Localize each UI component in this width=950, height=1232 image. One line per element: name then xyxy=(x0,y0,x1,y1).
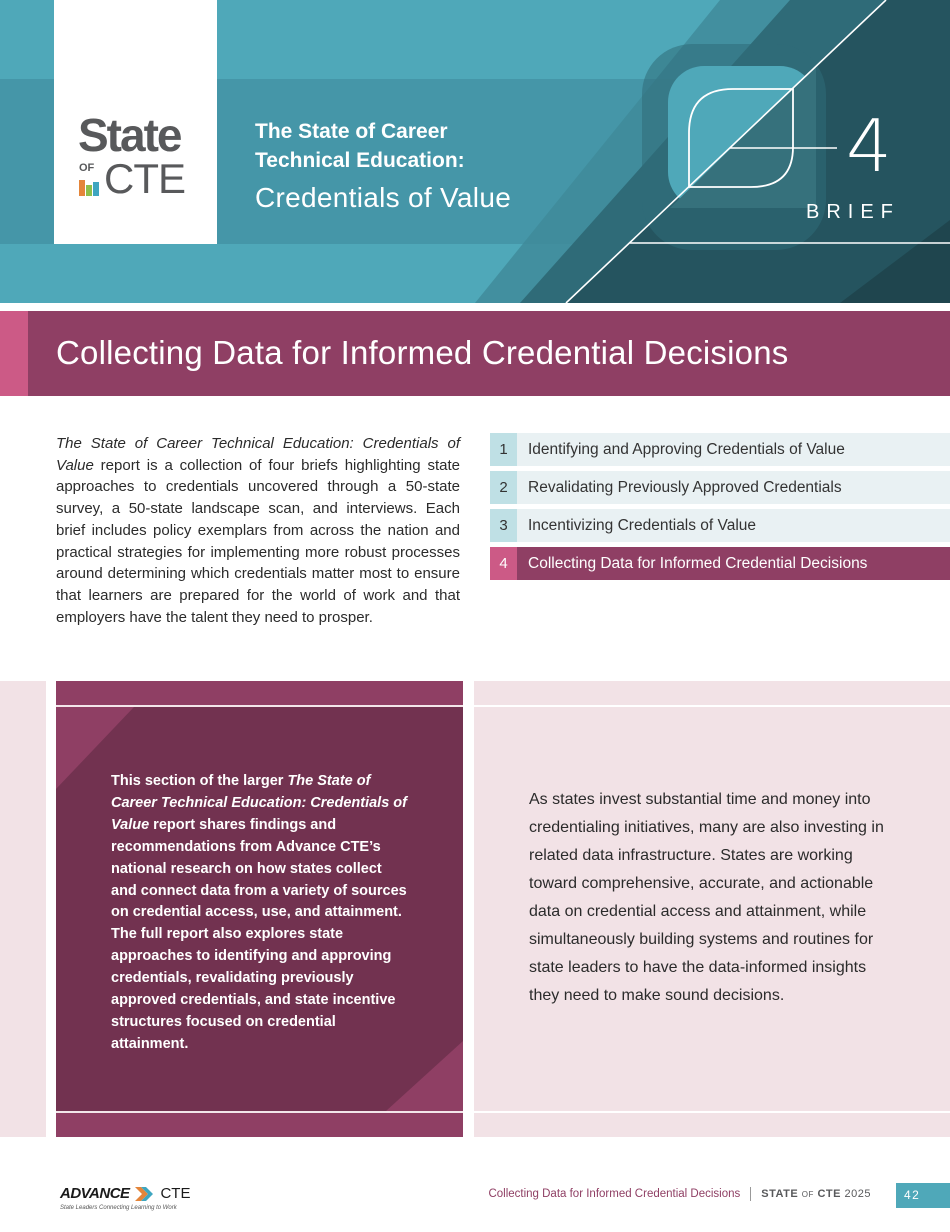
toc-item-4-active[interactable] xyxy=(490,547,950,580)
toc-number: 3 xyxy=(490,509,517,542)
toc-number: 4 xyxy=(490,547,517,580)
logo-tagline: State Leaders Connecting Learning to Work xyxy=(60,1205,177,1211)
report-subtitle: Credentials of Value xyxy=(255,182,512,213)
brief-number: 4 xyxy=(846,104,892,188)
summary-rule-top xyxy=(474,705,950,707)
page-title: Collecting Data for Informed Credential Decisions xyxy=(56,334,789,371)
logo-advance-text: ADVANCE xyxy=(60,1185,130,1202)
footer-brand xyxy=(761,1188,871,1200)
footer-section-title: Collecting Data for Informed Credential Decisions xyxy=(488,1188,741,1200)
callout-rule-top xyxy=(56,705,463,707)
summary-rule-bottom xyxy=(474,1111,950,1113)
intro-body: report is a collection of four briefs highlighting state approaches to credentials uncovered through a 50-state survey, a 50-state landscape scan, and interviews. Each brief includes policy exemplars from across the nation and practical strategies for implementing more robust processes around determining which credentials matter most to ensure that learners are prepared for the world of work and that employers have the talent they need to prosper. xyxy=(56,456,460,626)
page-number: 42 xyxy=(896,1183,950,1208)
left-pink-strip xyxy=(0,681,46,1137)
logo-cte-text: CTE xyxy=(160,1185,191,1202)
footer-brand-year: 2025 xyxy=(844,1188,871,1200)
toc-item-3[interactable] xyxy=(490,509,950,542)
toc-item-2[interactable] xyxy=(490,471,950,504)
report-title-line1: The State of Career xyxy=(255,120,448,143)
logo-state-text: State xyxy=(78,109,181,161)
callout-box xyxy=(56,681,463,1137)
footer-brand-of: OF xyxy=(801,1190,814,1199)
footer-brand-state: STATE xyxy=(761,1188,799,1200)
brief-label: BRIEF xyxy=(806,201,900,223)
toc-label: Revalidating Previously Approved Credentials xyxy=(528,479,842,496)
callout-rule-bottom xyxy=(56,1111,463,1113)
cover-header xyxy=(0,0,950,303)
report-title xyxy=(255,117,511,215)
brief-table-of-contents xyxy=(490,433,950,585)
footer-running-head xyxy=(488,1187,871,1201)
toc-item-1[interactable] xyxy=(490,433,950,466)
footer-divider xyxy=(750,1187,751,1201)
title-accent-stripe xyxy=(0,311,28,396)
toc-label: Collecting Data for Informed Credential Decisions xyxy=(528,555,868,572)
footer-brand-cte: CTE xyxy=(817,1188,841,1200)
toc-label: Incentivizing Credentials of Value xyxy=(528,517,757,534)
bar-chart-icon xyxy=(79,180,99,196)
intro-report-title: The State of Career Technical Education: Credentials of Value xyxy=(56,435,460,474)
section-title-bar xyxy=(0,311,950,396)
summary-text: As states invest substantial time and money into credentialing initiatives, many are also investing in related data infrastructure. States are working toward comprehensive, accurate, and actionable data on credential access and attainment, while simultaneously building systems and routines for state leaders to have the data-informed insights they need to make sound decisions. xyxy=(529,791,884,1004)
state-of-cte-logo xyxy=(54,0,217,244)
summary-panel xyxy=(474,681,950,1137)
toc-number: 2 xyxy=(490,471,517,504)
toc-number: 1 xyxy=(490,433,517,466)
advance-cte-logo xyxy=(60,1185,190,1211)
callout-lead: This section of the larger xyxy=(111,773,288,789)
logo-cte-text: CTE xyxy=(104,155,185,202)
report-title-line2: Technical Education: xyxy=(255,149,465,172)
chevron-arrow-icon xyxy=(135,1187,155,1201)
logo-of-text: OF xyxy=(79,162,95,174)
toc-label: Identifying and Approving Credentials of Value xyxy=(528,441,845,458)
callout-report-title: The State of Career Technical Education: Credentials of Value xyxy=(111,773,407,833)
callout-text xyxy=(111,771,411,1056)
intro-paragraph xyxy=(56,433,460,628)
callout-body-text: report shares findings and recommendations from Advance CTE’s national research on how states collect and connect data from a variety of sources on credential access, use, and attainment. The full report also explores state approaches to identifying and approving credentials, revalidating previously approved credentials, and state incentive structures focused on credential attainment. xyxy=(111,816,407,1052)
